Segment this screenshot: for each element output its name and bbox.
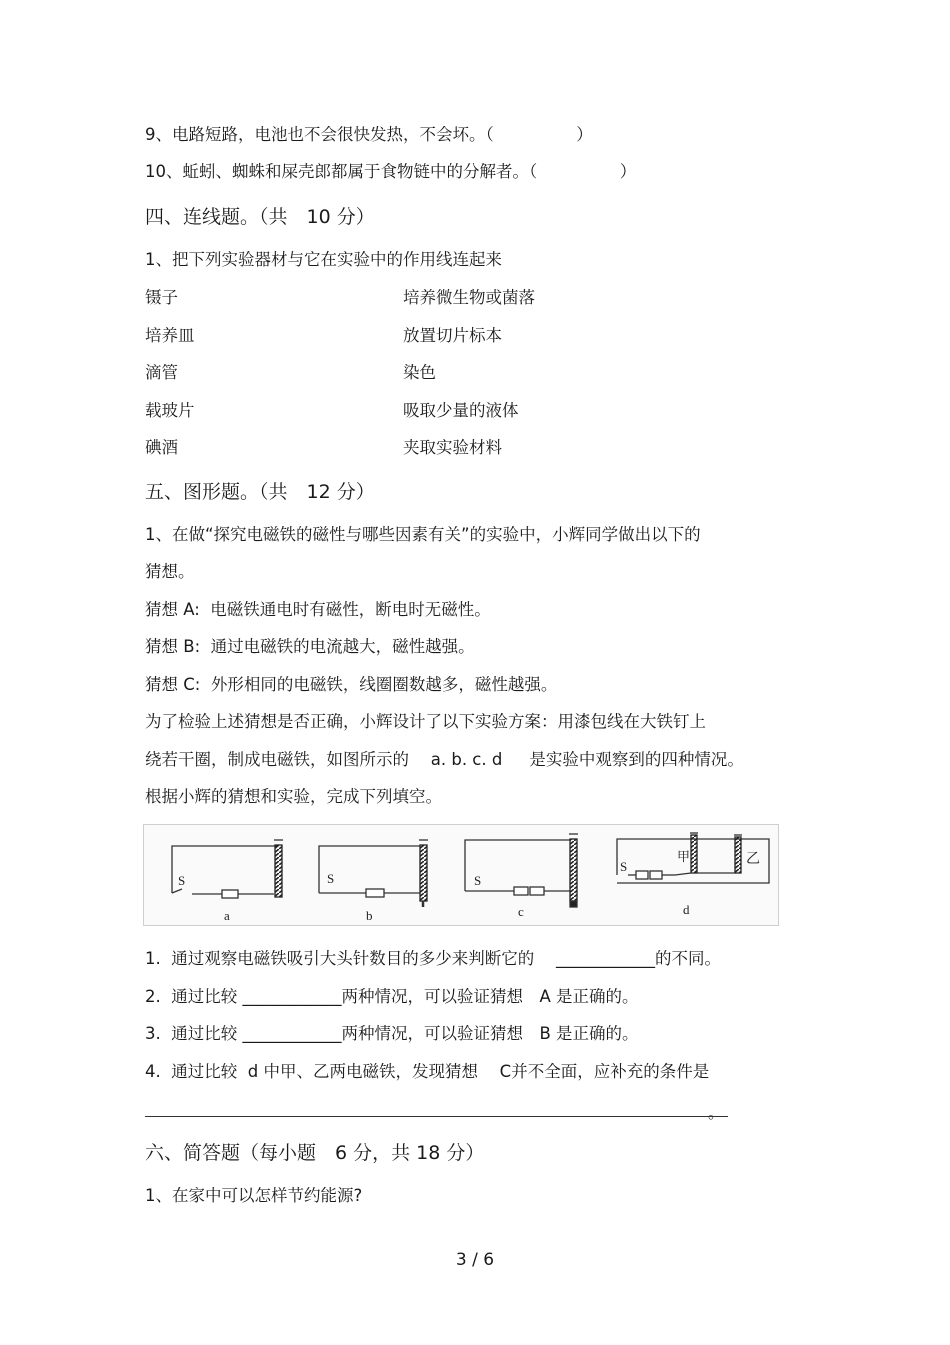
section-4-heading: 四、连线题。（共 10 分） xyxy=(145,206,375,228)
electromagnet-jia-label: 甲 xyxy=(677,849,691,864)
matching-right-item: 吸取少量的液体 xyxy=(403,401,519,420)
matching-left-item: 镊子 xyxy=(145,288,178,307)
fill-in-4: 4. 通过比较 d 中甲、乙两电磁铁，发现猜想 C并不全面，应补充的条件是 xyxy=(145,1062,710,1081)
matching-left-item: 碘酒 xyxy=(145,438,178,457)
figure-label-a: a xyxy=(224,908,230,923)
switch-label: S xyxy=(178,873,186,888)
fill-in-2: 2. 通过比较 ____________两种情况，可以验证猜想 A 是正确的。 xyxy=(145,987,639,1006)
tf-question-9: 9、电路短路，电池也不会很快发热，不会坏。（ ） xyxy=(145,125,593,144)
matching-left-item: 滴管 xyxy=(145,363,178,382)
plan-line2: 绕若干圈，制成电磁铁，如图所示的 a. b. c. d 是实验中观察到的四种情况。 xyxy=(145,750,744,769)
circuit-c xyxy=(465,834,578,907)
answer-blank-line xyxy=(145,1116,728,1117)
section-6-heading: 六、简答题（每小题 6 分，共 18 分） xyxy=(145,1142,485,1164)
guess-a: 猜想 A: 电磁铁通电时有磁性，断电时无磁性。 xyxy=(145,600,491,619)
switch-label: S xyxy=(620,859,628,874)
switch-label: S xyxy=(474,873,482,888)
matching-left-item: 培养皿 xyxy=(145,326,195,345)
page-number: 3 / 6 xyxy=(455,1250,495,1270)
matching-right-item: 夹取实验材料 xyxy=(403,438,502,457)
answer-blank-end: 。 xyxy=(708,1103,725,1122)
matching-left-item: 载玻片 xyxy=(145,401,195,420)
short-answer-question-1: 1、在家中可以怎样节约能源? xyxy=(145,1186,363,1205)
matching-right-item: 培养微生物或菌落 xyxy=(403,288,535,307)
circuit-a xyxy=(172,840,283,898)
section-5-heading: 五、图形题。（共 12 分） xyxy=(145,481,375,503)
circuit-b xyxy=(319,840,428,907)
switch-label: S xyxy=(327,871,335,886)
figure-question-line1: 1、在做“探究电磁铁的磁性与哪些因素有关”的实验中，小辉同学做出以下的 xyxy=(145,525,701,544)
tf-question-10: 10、蚯蚓、蜘蛛和屎壳郎都属于食物链中的分解者。（ ） xyxy=(145,162,637,181)
figure-label-b: b xyxy=(366,908,373,923)
fill-in-3: 3. 通过比较 ____________两种情况，可以验证猜想 B 是正确的。 xyxy=(145,1024,639,1043)
figure-label-d: d xyxy=(683,902,690,917)
figure-label-c: c xyxy=(518,904,524,919)
electromagnet-yi-label: 乙 xyxy=(746,852,760,867)
plan-line3: 根据小辉的猜想和实验，完成下列填空。 xyxy=(145,787,442,806)
fill-in-1: 1. 通过观察电磁铁吸引大头针数目的多少来判断它的 ____________的不同。 xyxy=(145,949,721,968)
matching-right-item: 染色 xyxy=(403,363,436,382)
figure-question-line2: 猜想。 xyxy=(145,562,195,581)
guess-b: 猜想 B: 通过电磁铁的电流越大，磁性越强。 xyxy=(145,637,475,656)
matching-question: 1、把下列实验器材与它在实验中的作用线连起来 xyxy=(145,250,502,269)
matching-right-item: 放置切片标本 xyxy=(403,326,502,345)
electromagnet-circuit-figure xyxy=(143,824,779,926)
guess-c: 猜想 C: 外形相同的电磁铁，线圈圈数越多，磁性越强。 xyxy=(145,675,558,694)
plan-line1: 为了检验上述猜想是否正确，小辉设计了以下实验方案：用漆包线在大铁钉上 xyxy=(145,712,706,731)
